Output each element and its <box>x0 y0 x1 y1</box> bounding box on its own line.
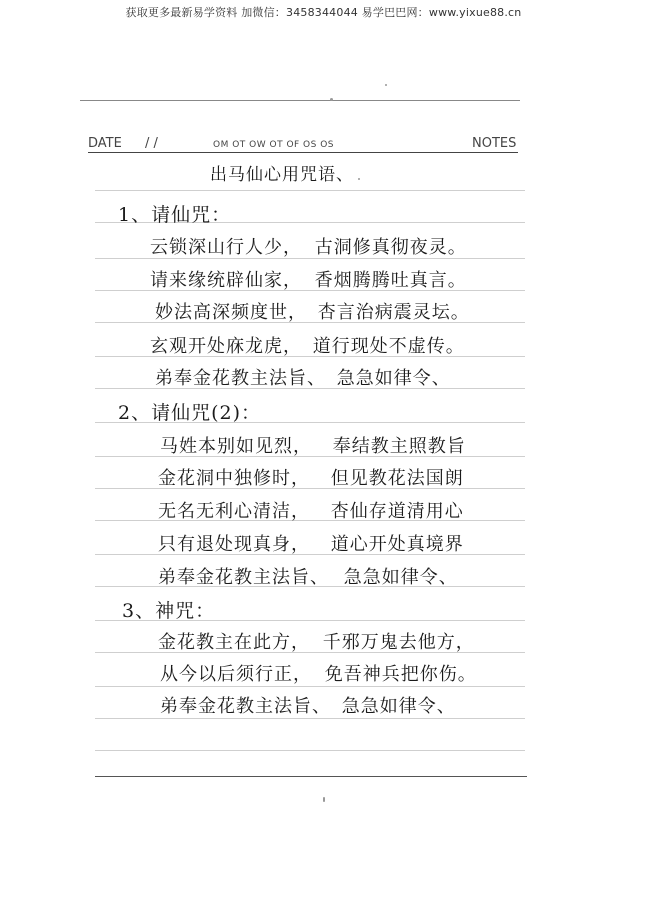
section-heading: 3、神咒： <box>122 600 216 622</box>
scan-speck <box>330 98 333 101</box>
verse-part: 请来缘统辟仙家， <box>150 270 302 291</box>
verse-part: 妙法高深频度世， <box>155 302 307 323</box>
date-label: DATE <box>88 136 122 151</box>
verse-part: 杏仙存道清用心 <box>330 501 464 522</box>
verse-line <box>160 692 456 718</box>
verse-line <box>150 233 467 259</box>
verse-part: 道行现处不虚传。 <box>312 336 465 357</box>
verse-part: 无名无利心清洁， <box>158 501 310 522</box>
verse-part: 只有退处现真身， <box>158 534 310 555</box>
page-title: 出马仙心用咒语、 <box>210 165 354 185</box>
verse-part: 从今以后须行正， <box>160 664 312 685</box>
header-rule <box>88 152 518 153</box>
top-rule <box>80 100 520 101</box>
verse-part: 弟奉金花教主法旨、 <box>158 567 329 588</box>
verse-part: 弟奉金花教主法旨、 <box>160 696 331 717</box>
verse-part: 急急如律令、 <box>343 567 458 588</box>
verse-line <box>160 660 477 686</box>
verse-line <box>155 298 470 324</box>
notes-label: NOTES <box>472 136 517 151</box>
verse-part: 免吾神兵把你伤。 <box>324 664 477 685</box>
verse-part: 金花洞中独修时， <box>158 468 310 489</box>
section-heading: 2、请仙咒(2)： <box>118 402 262 424</box>
section-heading: 1、请仙咒： <box>118 204 232 226</box>
ruled-line <box>95 686 525 687</box>
verse-part: 玄观开处庥龙虎， <box>150 336 302 357</box>
weekday-labels: OM OT OW OT OF OS OS <box>213 140 335 150</box>
verse-line <box>158 563 458 589</box>
verse-part: 但见教花法国朗 <box>330 468 464 489</box>
ruled-line <box>95 718 525 719</box>
ruled-line <box>95 750 525 751</box>
verse-part: 香烟腾腾吐真言。 <box>314 270 467 291</box>
bottom-rule <box>95 776 527 777</box>
verse-line <box>150 266 467 292</box>
watermark-banner: 获取更多最新易学资料 加微信：3458344044 易学巴巴网：www.yixue88.cn <box>125 6 522 19</box>
verse-line <box>158 464 464 490</box>
verse-line <box>158 497 464 523</box>
verse-part: 道心开处真境界 <box>330 534 464 555</box>
verse-line <box>150 332 465 358</box>
ruled-line <box>95 190 525 191</box>
verse-line <box>160 432 466 458</box>
scan-speck <box>385 84 387 86</box>
verse-part: 金花教主在此方， <box>158 632 310 653</box>
verse-part: 奉结教主照教旨 <box>332 436 466 457</box>
verse-part: 急急如律令、 <box>336 368 451 389</box>
verse-part: 千邪万鬼去他方， <box>322 632 475 653</box>
verse-line <box>155 364 451 390</box>
verse-part: 马姓本别如见烈， <box>160 436 312 457</box>
verse-part: 云锁深山行人少， <box>150 237 302 258</box>
scan-speck <box>358 178 360 180</box>
scan-speck <box>323 797 325 802</box>
verse-line <box>158 628 475 654</box>
verse-line <box>158 530 464 556</box>
date-slashes: / / <box>145 136 158 151</box>
verse-part: 急急如律令、 <box>341 696 456 717</box>
verse-part: 古洞修真彻夜灵。 <box>314 237 467 258</box>
verse-part: 弟奉金花教主法旨、 <box>155 368 326 389</box>
verse-part: 杏言治病震灵坛。 <box>317 302 470 323</box>
